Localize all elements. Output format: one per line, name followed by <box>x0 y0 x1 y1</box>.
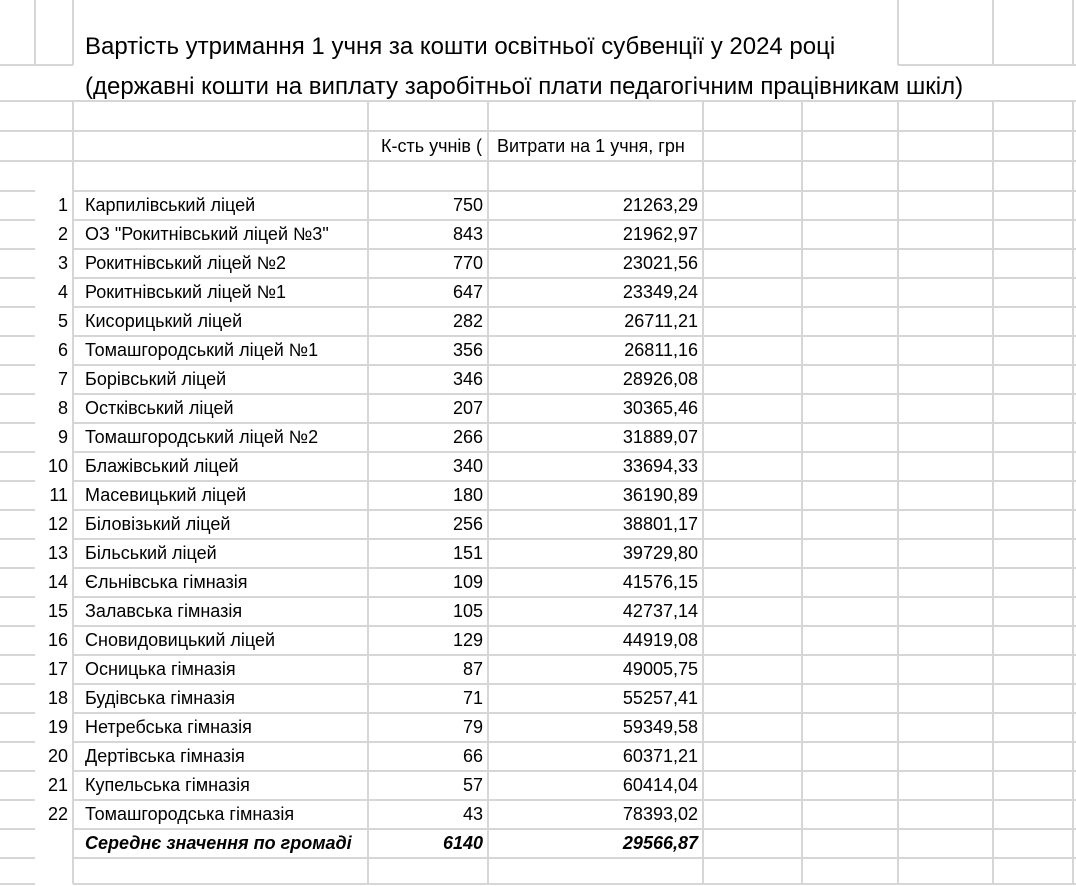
school-name-cell[interactable]: Борівський ліцей <box>85 369 227 389</box>
row-number-cell[interactable]: 19 <box>47 717 68 737</box>
cost-per-student-cell[interactable]: 44919,08 <box>622 630 698 650</box>
sheet-title-line1[interactable]: Вартість утримання 1 учня за кошти освітньої субвенції у 2024 році <box>85 33 836 60</box>
column-header-students-count[interactable]: К-сть учнів ( <box>381 136 482 156</box>
cost-per-student-cell[interactable]: 78393,02 <box>622 804 698 824</box>
cost-per-student-cell[interactable]: 21263,29 <box>622 195 698 215</box>
students-count-cell[interactable]: 71 <box>462 688 483 708</box>
cost-per-student-cell[interactable]: 60414,04 <box>622 775 698 795</box>
school-name-cell[interactable]: Будівська гімназія <box>85 688 236 708</box>
school-name-cell[interactable]: Томашгородський ліцей №1 <box>85 340 319 360</box>
summary-cost-average[interactable]: 29566,87 <box>622 833 698 853</box>
cost-per-student-cell[interactable]: 60371,21 <box>622 746 698 766</box>
row-number-cell[interactable]: 18 <box>47 688 68 708</box>
students-count-cell[interactable]: 79 <box>462 717 483 737</box>
row-number-cell[interactable]: 7 <box>57 369 68 389</box>
cost-per-student-cell[interactable]: 49005,75 <box>622 659 698 679</box>
school-name-cell[interactable]: Сновидовицький ліцей <box>85 630 276 650</box>
school-name-cell[interactable]: Осницька гімназія <box>85 659 236 679</box>
students-count-cell[interactable]: 356 <box>452 340 483 360</box>
row-number-cell[interactable]: 4 <box>57 282 68 302</box>
cost-per-student-cell[interactable]: 41576,15 <box>622 572 698 592</box>
students-count-cell[interactable]: 43 <box>462 804 483 824</box>
students-count-cell[interactable]: 207 <box>452 398 483 418</box>
cost-per-student-cell[interactable]: 30365,46 <box>622 398 698 418</box>
students-count-cell[interactable]: 180 <box>452 485 483 505</box>
row-number-cell[interactable]: 2 <box>57 224 68 244</box>
cost-per-student-cell[interactable]: 36190,89 <box>622 485 698 505</box>
school-name-cell[interactable]: Єльнівська гімназія <box>85 572 248 592</box>
summary-label[interactable]: Середнє значення по громаді <box>85 833 352 853</box>
cost-per-student-cell[interactable]: 23021,56 <box>622 253 698 273</box>
students-count-cell[interactable]: 340 <box>452 456 483 476</box>
school-name-cell[interactable]: Рокитнівський ліцей №1 <box>85 282 287 302</box>
school-name-cell[interactable]: Томашгородський ліцей №2 <box>85 427 319 447</box>
cost-per-student-cell[interactable]: 33694,33 <box>622 456 698 476</box>
gridline <box>0 857 35 859</box>
students-count-cell[interactable]: 647 <box>452 282 483 302</box>
row-number-cell[interactable]: 9 <box>57 427 68 447</box>
gridline <box>34 0 36 65</box>
cost-per-student-cell[interactable]: 21962,97 <box>622 224 698 244</box>
students-count-cell[interactable]: 57 <box>462 775 483 795</box>
row-number-cell[interactable]: 10 <box>47 456 68 476</box>
cost-per-student-cell[interactable]: 55257,41 <box>622 688 698 708</box>
school-name-cell[interactable]: Біловізький ліцей <box>85 514 231 534</box>
cost-per-student-cell[interactable]: 42737,14 <box>622 601 698 621</box>
students-count-cell[interactable]: 770 <box>452 253 483 273</box>
gridline <box>1072 0 1074 65</box>
column-header-cost-per-student[interactable]: Витрати на 1 учня, грн <box>497 136 685 156</box>
gridline <box>72 0 74 65</box>
students-count-cell[interactable]: 66 <box>462 746 483 766</box>
school-name-cell[interactable]: Рокитнівський ліцей №2 <box>85 253 287 273</box>
students-count-cell[interactable]: 129 <box>452 630 483 650</box>
summary-students-total[interactable]: 6140 <box>442 833 483 853</box>
row-number-cell[interactable]: 22 <box>47 804 68 824</box>
row-number-cell[interactable]: 16 <box>47 630 68 650</box>
row-number-cell[interactable]: 20 <box>47 746 68 766</box>
gridline <box>897 0 899 65</box>
row-number-cell[interactable]: 12 <box>47 514 68 534</box>
row-number-cell[interactable]: 3 <box>57 253 68 273</box>
row-number-cell[interactable]: 17 <box>47 659 68 679</box>
school-name-cell[interactable]: Купельська гімназія <box>85 775 250 795</box>
school-name-cell[interactable]: Томашгородська гімназія <box>85 804 295 824</box>
gridline <box>0 64 73 66</box>
students-count-cell[interactable]: 87 <box>462 659 483 679</box>
students-count-cell[interactable]: 256 <box>452 514 483 534</box>
cost-per-student-cell[interactable]: 59349,58 <box>622 717 698 737</box>
school-name-cell[interactable]: ОЗ "Рокитнівський ліцей №3" <box>85 224 329 244</box>
row-number-cell[interactable]: 15 <box>47 601 68 621</box>
row-number-cell[interactable]: 11 <box>49 485 68 505</box>
gridline <box>0 883 35 885</box>
cost-per-student-cell[interactable]: 28926,08 <box>622 369 698 389</box>
school-name-cell[interactable]: Дертівська гімназія <box>85 746 245 766</box>
row-number-cell[interactable]: 13 <box>47 543 68 563</box>
school-name-cell[interactable]: Остківський ліцей <box>85 398 234 418</box>
students-count-cell[interactable]: 105 <box>452 601 483 621</box>
row-number-cell[interactable]: 6 <box>57 340 68 360</box>
cost-per-student-cell[interactable]: 26711,21 <box>624 311 698 331</box>
row-number-cell[interactable]: 5 <box>57 311 68 331</box>
school-name-cell[interactable]: Кисорицький ліцей <box>85 311 243 331</box>
gridline <box>73 883 1076 885</box>
school-name-cell[interactable]: Масевицький ліцей <box>85 485 247 505</box>
gridline <box>992 0 994 65</box>
students-count-cell[interactable]: 843 <box>452 224 483 244</box>
students-count-cell[interactable]: 266 <box>452 427 483 447</box>
students-count-cell[interactable]: 109 <box>452 572 483 592</box>
school-name-cell[interactable]: Блажівський ліцей <box>85 456 239 476</box>
row-number-cell[interactable]: 14 <box>47 572 68 592</box>
school-name-cell[interactable]: Нетребська гімназія <box>85 717 252 737</box>
cost-per-student-cell[interactable]: 26811,16 <box>624 340 698 360</box>
cost-per-student-cell[interactable]: 23349,24 <box>622 282 698 302</box>
school-name-cell[interactable]: Залавська гімназія <box>85 601 243 621</box>
row-number-cell[interactable]: 1 <box>57 195 68 215</box>
cost-per-student-cell[interactable]: 31889,07 <box>622 427 698 447</box>
students-count-cell[interactable]: 282 <box>452 311 483 331</box>
students-count-cell[interactable]: 346 <box>452 369 483 389</box>
sheet-title-line2[interactable]: (державні кошти на виплату заробітньої плати педагогічним працівникам шкіл) <box>85 73 964 100</box>
cost-per-student-cell[interactable]: 39729,80 <box>622 543 698 563</box>
school-name-cell[interactable]: Більський ліцей <box>85 543 217 563</box>
students-count-cell[interactable]: 151 <box>452 543 483 563</box>
row-number-cell[interactable]: 21 <box>47 775 68 795</box>
row-number-cell[interactable]: 8 <box>57 398 68 418</box>
cost-per-student-cell[interactable]: 38801,17 <box>622 514 698 534</box>
students-count-cell[interactable]: 750 <box>452 195 483 215</box>
school-name-cell[interactable]: Карпилівський ліцей <box>85 195 256 215</box>
